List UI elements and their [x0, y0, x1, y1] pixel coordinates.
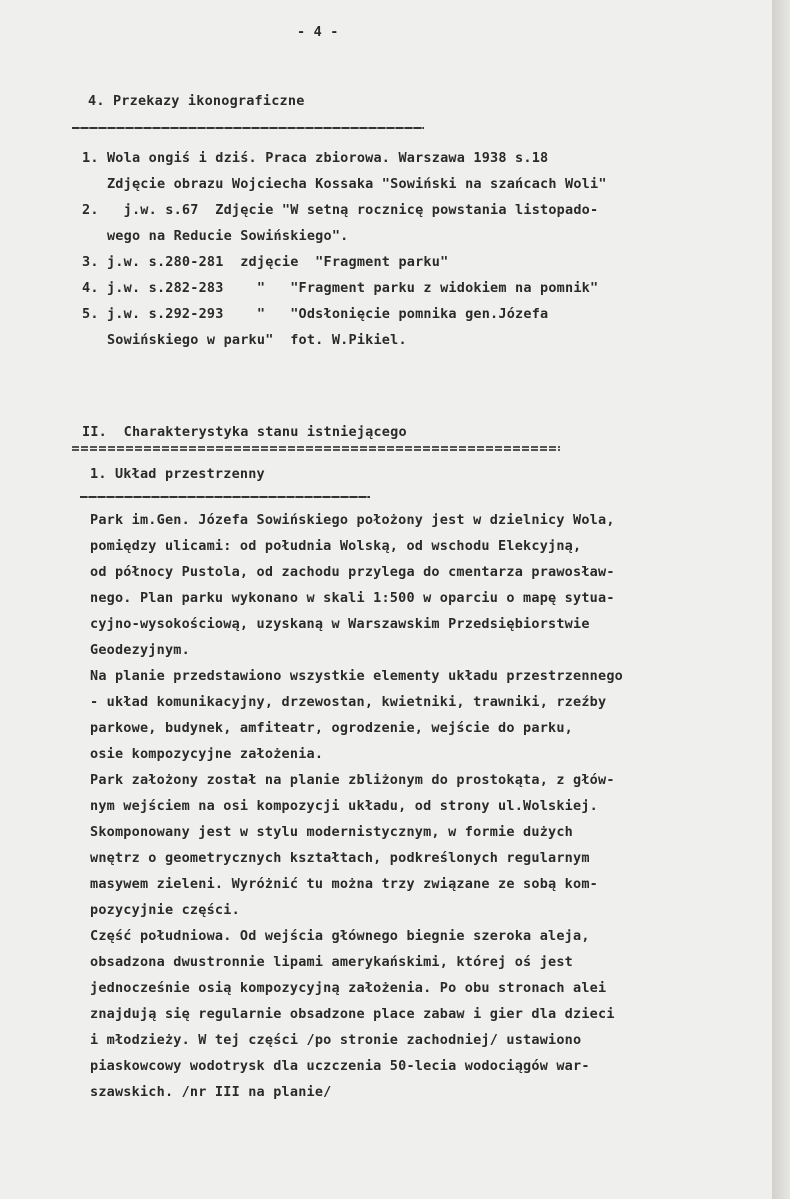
body-line: osie kompozycyjne założenia.: [90, 746, 324, 762]
body-line: piaskowcowy wodotrysk dla uczczenia 50-lecia wodociągów war-: [90, 1058, 590, 1074]
section-4-line: Zdjęcie obrazu Wojciecha Kossaka "Sowiński na szańcach Woli": [82, 176, 607, 192]
body-line: pozycyjnie części.: [90, 902, 240, 918]
body-line: Park założony został na planie zbliżonym do prostokąta, z głów-: [90, 772, 615, 788]
section-4-line: Sowińskiego w parku" fot. W.Pikiel.: [82, 332, 407, 348]
body-line: parkowe, budynek, amfiteatr, ogrodzenie, wejście do parku,: [90, 720, 574, 736]
section-2-double-underline: [72, 446, 560, 451]
body-line: Geodezyjnym.: [90, 642, 190, 658]
body-line: nego. Plan parku wykonano w skali 1:500 w oparciu o mapę sytua-: [90, 590, 615, 606]
body-line: pomiędzy ulicami: od południa Wolską, od wschodu Elekcyjną,: [90, 538, 582, 554]
body-line: szawskich. /nr III na planie/: [90, 1084, 332, 1100]
section-4-line: 2. j.w. s.67 Zdjęcie "W setną rocznicę powstania listopado-: [82, 202, 599, 218]
body-line: Na planie przedstawiono wszystkie elementy układu przestrzennego: [90, 668, 623, 684]
body-line: Skomponowany jest w stylu modernistycznym, w formie dużych: [90, 824, 574, 840]
subsection-heading: 1. Układ przestrzenny: [90, 466, 265, 482]
section-4-line: wego na Reducie Sowińskiego".: [82, 228, 349, 244]
section-4-line: 1. Wola ongiś i dziś. Praca zbiorowa. Warszawa 1938 s.18: [82, 150, 549, 166]
body-line: wnętrz o geometrycznych kształtach, podkreślonych regularnym: [90, 850, 590, 866]
body-line: - układ komunikacyjny, drzewostan, kwietniki, trawniki, rzeźby: [90, 694, 607, 710]
body-line: znajdują się regularnie obsadzone place zabaw i gier dla dzieci: [90, 1006, 615, 1022]
body-line: cyjno-wysokościową, uzyskaną w Warszawskim Przedsiębiorstwie: [90, 616, 590, 632]
section-4-line: 5. j.w. s.292-293 " "Odsłonięcie pomnika gen.Józefa: [82, 306, 549, 322]
section-4-line: 4. j.w. s.282-283 " "Fragment parku z widokiem na pomnik": [82, 280, 599, 296]
page-edge: [772, 0, 790, 1199]
section-4-heading: 4. Przekazy ikonograficzne: [88, 93, 305, 109]
body-line: Część południowa. Od wejścia głównego biegnie szeroka aleja,: [90, 928, 590, 944]
body-line: od północy Pustola, od zachodu przylega do cmentarza prawosław-: [90, 564, 615, 580]
body-line: nym wejściem na osi kompozycji układu, od strony ul.Wolskiej.: [90, 798, 598, 814]
section-4-line: 3. j.w. s.280-281 zdjęcie "Fragment parku": [82, 254, 449, 270]
section-4-underline: [72, 127, 424, 129]
body-line: masywem zieleni. Wyróżnić tu można trzy związane ze sobą kom-: [90, 876, 598, 892]
page-number: - 4 -: [297, 24, 339, 40]
body-line: Park im.Gen. Józefa Sowińskiego położony jest w dzielnicy Wola,: [90, 512, 615, 528]
section-2-heading: II. Charakterystyka stanu istniejącego: [82, 424, 407, 440]
body-line: jednocześnie osią kompozycyjną założenia. Po obu stronach alei: [90, 980, 607, 996]
body-line: i młodzieży. W tej części /po stronie zachodniej/ ustawiono: [90, 1032, 582, 1048]
subsection-underline: [80, 496, 370, 498]
body-line: obsadzona dwustronnie lipami amerykańskimi, której oś jest: [90, 954, 574, 970]
